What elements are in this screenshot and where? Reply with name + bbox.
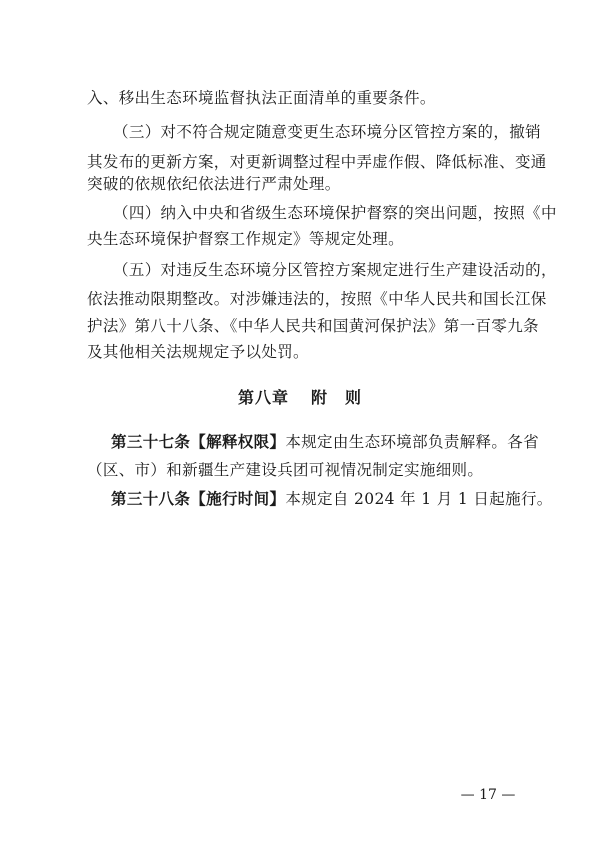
chapter-title: 附 则 — [311, 388, 363, 407]
article-38-line-1 — [111, 489, 551, 509]
article-heading: 第三十七条【解释权限】 — [111, 433, 286, 451]
article-37-line-1 — [111, 432, 551, 452]
body-line: （四）纳入中央和省级生态环境保护督察的突出问题，按照《中 — [113, 204, 557, 222]
page-number: — 17 — — [460, 787, 516, 803]
body-line: （五）对违反生态环境分区管控方案规定进行生产建设活动的， — [113, 261, 557, 279]
chapter-number: 第八章 — [237, 388, 289, 407]
article-text: 本规定由生态环境部负责解释。各省 — [285, 433, 539, 451]
body-line: 入、移出生态环境监督执法正面清单的重要条件。 — [87, 89, 436, 107]
article-heading: 第三十八条【施行时间】 — [111, 490, 286, 508]
chapter-heading — [0, 387, 600, 409]
body-line: （三）对不符合规定随意变更生态环境分区管控方案的，撤销 — [113, 123, 541, 141]
body-line: 央生态环境保护督察工作规定》等规定处理。 — [87, 230, 405, 248]
article-37-line-2: （区、市）和新疆生产建设兵团可视情况制定实施细则。 — [87, 461, 484, 479]
body-line: 依法推动限期整改。对涉嫌违法的，按照《中华人民共和国长江保 — [87, 290, 547, 308]
article-text: 本规定自 2024 年 1 月 1 日起施行。 — [285, 490, 553, 508]
body-line: 及其他相关法规规定予以处罚。 — [87, 343, 309, 361]
body-line: 其发布的更新方案，对更新调整过程中弄虚作假、降低标准、变通 — [87, 153, 547, 171]
body-line: 突破的依规依纪依法进行严肃处理。 — [87, 175, 341, 193]
body-line: 护法》第八十八条、《中华人民共和国黄河保护法》第一百零九条 — [87, 317, 539, 335]
